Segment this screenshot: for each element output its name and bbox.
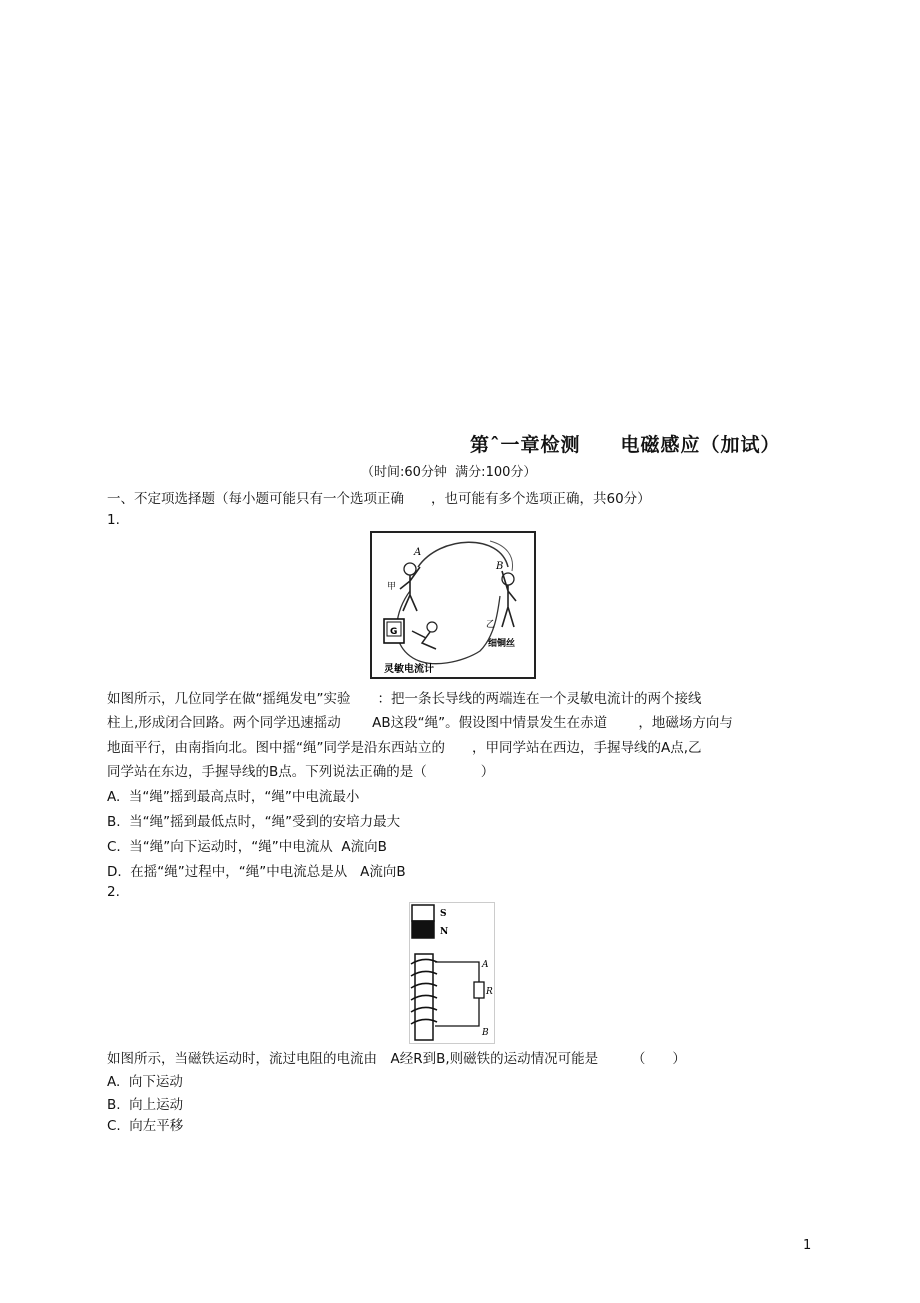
label-wire: 细铜丝 xyxy=(488,639,516,649)
magnet-coil-figure xyxy=(409,902,495,1044)
question-1-option-b: B. 当“绳”摇到最低点时，“绳”受到的安培力最大 xyxy=(107,814,401,830)
question-1-stem-line: 同学站在东边，手握导线的B点。下列说法正确的是（ ） xyxy=(107,764,495,780)
question-2-number: 2. xyxy=(107,884,120,900)
rope-generator-figure xyxy=(370,531,536,679)
question-1-stem-line: 如图所示，几位同学在做“摇绳发电”实验 ：把一条长导线的两端连在一个灵敏电流计的两个接线 xyxy=(107,691,702,707)
question-1-option-c: C. 当“绳”向下运动时，“绳”中电流从 A流向B xyxy=(107,839,387,855)
label-meter: 灵敏电流计 xyxy=(384,664,434,675)
exam-info: （时间:60分钟 满分:100分） xyxy=(361,465,537,480)
question-1-option-a: A. 当“绳”摇到最高点时，“绳”中电流最小 xyxy=(107,789,360,805)
page-title: 第ˆ一章检测 电磁感应（加试） xyxy=(470,434,781,456)
label-s: S xyxy=(440,909,447,919)
label-g: G xyxy=(390,627,398,637)
question-1-option-d: D. 在摇“绳”过程中，“绳”中电流总是从 A流向B xyxy=(107,864,406,880)
question-2-option-a: A. 向下运动 xyxy=(107,1074,183,1090)
question-1-stem-line: 地面平行，由南指向北。图中摇“绳”同学是沿东西站立的 ，甲同学站在西边，手握导线的A点,乙 xyxy=(107,740,702,756)
label-b: B xyxy=(482,1028,489,1038)
question-1-stem-line: 柱上,形成闭合回路。两个同学迅速摇动 AB这段“绳”。假设图中情景发生在赤道 ，地磁场方向与 xyxy=(107,715,733,731)
label-yi: 乙 xyxy=(486,620,496,630)
question-2-stem-line: 如图所示，当磁铁运动时，流过电阻的电流由 A经R到B,则磁铁的运动情况可能是 （ ） xyxy=(107,1051,686,1067)
question-1-number: 1. xyxy=(107,512,120,528)
label-a: A xyxy=(414,547,422,558)
section-heading: 一、不定项选择题（每小题可能只有一个选项正确 ，也可能有多个选项正确，共60分） xyxy=(107,491,651,507)
label-r: R xyxy=(486,987,493,997)
label-n: N xyxy=(440,927,449,937)
question-2-option-b: B. 向上运动 xyxy=(107,1097,184,1113)
question-2-option-c: C. 向左平移 xyxy=(107,1118,184,1134)
label-jia: 甲 xyxy=(387,582,397,592)
page-number: 1 xyxy=(803,1238,812,1253)
label-b: B xyxy=(496,561,504,572)
label-a: A xyxy=(482,960,489,970)
